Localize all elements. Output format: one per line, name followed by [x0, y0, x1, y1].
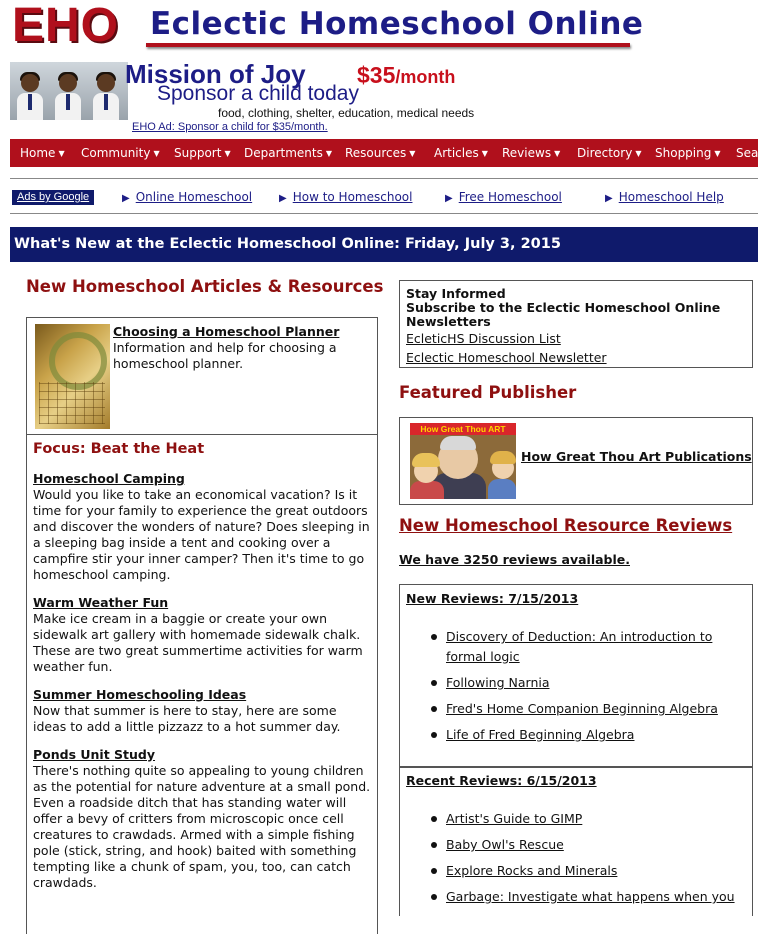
menu-label: Directory	[577, 146, 633, 160]
menu-label: Support	[174, 146, 222, 160]
menu-support[interactable]	[174, 139, 231, 167]
chevron-down-icon: ▼	[325, 149, 333, 158]
site-logo[interactable]: EHO	[12, 0, 120, 52]
articles-heading: New Homeschool Articles & Resources	[26, 277, 384, 296]
ad-tagline: Sponsor a child today	[157, 82, 359, 105]
bullet-icon	[431, 706, 437, 712]
article-title-link[interactable]: Warm Weather Fun	[33, 595, 169, 610]
menu-label: Community	[81, 146, 151, 160]
article-body: Now that summer is here to stay, here are some ideas to add a little pizzazz to a hot summer day.	[33, 703, 341, 734]
ad-link-text: Online Homeschool	[135, 190, 253, 204]
chevron-down-icon: ▼	[635, 149, 642, 158]
feature-article-desc: Information and help for choosing a homeschool planner.	[113, 340, 337, 371]
divider	[10, 178, 758, 179]
menu-label: Departments	[244, 146, 323, 160]
ad-price	[357, 62, 455, 89]
review-item	[400, 627, 750, 667]
recent-reviews-box	[399, 766, 753, 916]
article-title-link[interactable]: Summer Homeschooling Ideas	[33, 687, 247, 702]
review-link[interactable]: Discovery of Deduction: An introduction to formal logic	[446, 629, 713, 664]
publisher-image-banner: How Great Thou ART	[410, 423, 516, 435]
ad-sponsor-link[interactable]: EHO Ad: Sponsor a child for $35/month.	[132, 121, 328, 133]
article-title-link[interactable]: Homeschool Camping	[33, 471, 185, 486]
review-item	[400, 861, 750, 881]
sponsor-ad-banner[interactable]	[10, 60, 490, 136]
article-item	[33, 595, 371, 675]
menu-departments[interactable]	[244, 139, 332, 167]
review-link[interactable]: Fred's Home Companion Beginning Algebra	[446, 701, 718, 716]
play-triangle-icon: ▶	[279, 193, 287, 204]
reviews-heading[interactable]: New Homeschool Resource Reviews	[399, 516, 733, 535]
ad-link-text: Homeschool Help	[618, 190, 724, 204]
chevron-down-icon: ▼	[554, 149, 561, 158]
newsletter-subtitle: Subscribe to the Eclectic Homeschool Online Newsletters	[406, 300, 721, 329]
bullet-icon	[431, 732, 437, 738]
focus-box	[26, 434, 378, 934]
review-link[interactable]: Baby Owl's Rescue	[446, 837, 564, 852]
play-triangle-icon: ▶	[122, 193, 130, 204]
menu-articles[interactable]	[434, 139, 488, 167]
publisher-image[interactable]	[410, 423, 516, 499]
ad-price-unit: /month	[395, 67, 456, 87]
review-item	[400, 887, 750, 907]
menu-shopping[interactable]	[655, 139, 721, 167]
publisher-link[interactable]: How Great Thou Art Publications	[521, 449, 752, 464]
newsletter-link[interactable]: Eclectic Homeschool Newsletter	[406, 350, 607, 365]
bullet-icon	[431, 868, 437, 874]
menu-label: Shopping	[655, 146, 712, 160]
article-item	[33, 471, 371, 583]
menu-home[interactable]	[20, 139, 65, 167]
newsletter-box	[399, 280, 753, 368]
review-link[interactable]: Explore Rocks and Minerals	[446, 863, 618, 878]
review-item	[400, 809, 750, 829]
newsletter-title: Stay Informed	[406, 286, 506, 301]
title-underline	[146, 43, 630, 47]
article-title-link[interactable]: Ponds Unit Study	[33, 747, 156, 762]
ads-by-google-label[interactable]: Ads by Google	[12, 190, 94, 205]
ad-price-amount: $35	[357, 62, 396, 88]
ad-link-text: Free Homeschool	[458, 190, 562, 204]
bullet-icon	[431, 634, 437, 640]
ad-link-free-homeschool[interactable]	[445, 190, 562, 204]
ad-link-online-homeschool[interactable]	[122, 190, 252, 204]
play-triangle-icon: ▶	[445, 193, 453, 204]
menu-community[interactable]	[81, 139, 160, 167]
new-reviews-box	[399, 584, 753, 768]
review-link[interactable]: Life of Fred Beginning Algebra	[446, 727, 635, 742]
bullet-icon	[431, 842, 437, 848]
review-link[interactable]: Garbage: Investigate what happens when you	[446, 889, 735, 904]
site-title[interactable]: Eclectic Homeschool Online	[150, 6, 644, 42]
chevron-down-icon: ▼	[153, 149, 160, 158]
chevron-down-icon: ▼	[481, 149, 488, 158]
play-triangle-icon: ▶	[605, 193, 613, 204]
feature-article-title[interactable]: Choosing a Homeschool Planner	[113, 324, 340, 339]
reviews-count-link[interactable]: We have 3250 reviews available.	[399, 552, 630, 567]
review-item	[400, 725, 750, 745]
bullet-icon	[431, 680, 437, 686]
ad-needs: food, clothing, shelter, education, medical needs	[218, 106, 475, 120]
featured-publisher-heading: Featured Publisher	[399, 383, 577, 402]
ad-link-text: How to Homeschool	[292, 190, 413, 204]
menu-label: Sea	[736, 146, 758, 160]
discussion-list-link[interactable]: EcleticHS Discussion List	[406, 331, 561, 346]
menu-label: Articles	[434, 146, 479, 160]
article-item	[33, 687, 371, 735]
bullet-icon	[431, 816, 437, 822]
focus-heading: Focus: Beat the Heat	[33, 441, 205, 457]
featured-publisher-box	[399, 417, 753, 505]
review-item	[400, 673, 750, 693]
article-item	[33, 747, 371, 891]
menu-label: Home	[20, 146, 56, 160]
menu-directory[interactable]	[577, 139, 641, 167]
main-menu	[10, 139, 758, 167]
review-item	[400, 699, 750, 719]
review-item	[400, 835, 750, 855]
children-photo	[10, 62, 128, 120]
new-reviews-title[interactable]: New Reviews: 7/15/2013	[406, 591, 579, 606]
chevron-down-icon: ▼	[58, 149, 65, 158]
menu-resources[interactable]	[345, 139, 415, 167]
recent-reviews-title[interactable]: Recent Reviews: 6/15/2013	[406, 773, 597, 788]
menu-label: Resources	[345, 146, 407, 160]
menu-label: Reviews	[502, 146, 552, 160]
article-body: Would you like to take an economical vacation? Is it time for your family to experience the great outdoors and discover the wonders of nature? Does sleeping in a sleeping bag inside a tent and cooking over a campfire stir your inner camper? Then it's time to go homeschool camping.	[33, 487, 370, 582]
review-link[interactable]: Artist's Guide to GIMP	[446, 811, 583, 826]
feature-article-box	[26, 317, 378, 435]
bullet-icon	[431, 894, 437, 900]
menu-search[interactable]	[736, 139, 758, 167]
planner-thumbnail[interactable]	[35, 324, 110, 429]
ad-link-homeschool-help[interactable]	[605, 190, 724, 204]
divider	[10, 213, 758, 214]
article-body: There's nothing quite so appealing to young children as the potential for nature adventure at a small pond. Even a roadside ditch that has standing water will offer a bevy of critters from microscopic once cell creatures to crawdads. Armed with a simple fishing pole (stick, string, and hook) baited with something tempting like a chunk of spam, you, too, can catch crawdads.	[33, 763, 371, 890]
whats-new-banner: What's New at the Eclectic Homeschool Online: Friday, July 3, 2015	[10, 227, 758, 262]
review-link[interactable]: Following Narnia	[446, 675, 550, 690]
chevron-down-icon: ▼	[409, 149, 416, 158]
chevron-down-icon: ▼	[224, 149, 231, 158]
article-body: Make ice cream in a baggie or create your own sidewalk art gallery with homemade sidewalk chalk. These are two great summertime activities for warm weather fun.	[33, 611, 363, 674]
menu-reviews[interactable]	[502, 139, 560, 167]
ad-headline: Mission of Joy	[125, 59, 306, 89]
chevron-down-icon: ▼	[714, 149, 721, 158]
ad-link-how-to-homeschool[interactable]	[279, 190, 412, 204]
